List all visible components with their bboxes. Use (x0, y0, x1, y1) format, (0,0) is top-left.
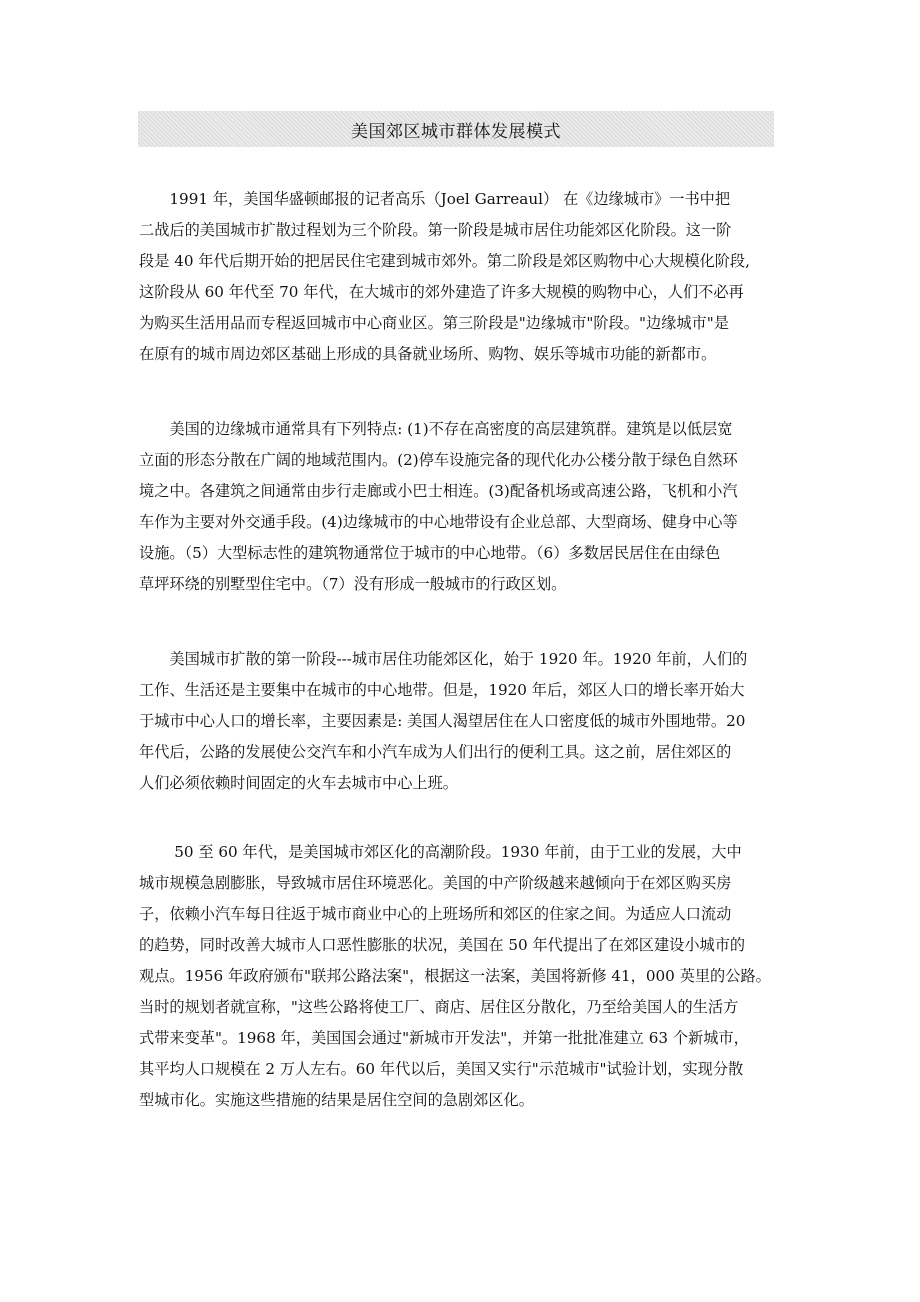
document-title: 美国郊区城市群体发展模式 (351, 121, 561, 142)
text-line: 美国城市扩散的第一阶段---城市居住功能郊区化，始于 1920 年。1920 年前，人们的 (139, 650, 748, 668)
paragraph-2 (139, 414, 775, 600)
text-line: 50 至 60 年代，是美国城市郊区化的高潮阶段。1930 年前，由于工业的发展，大中 (139, 843, 742, 861)
text-line: 子，依赖小汽车每日往返于城市商业中心的上班场所和郊区的住家之间。为适应人口流动 (139, 905, 732, 923)
text-line: 为购买生活用品而专程返回城市中心商业区。第三阶段是"边缘城市"阶段。"边缘城市"是 (139, 314, 729, 332)
paragraph-1 (139, 184, 775, 370)
text-line: 段是 40 年代后期开始的把居民住宅建到城市郊外。第二阶段是郊区购物中心大规模化阶段, (139, 252, 750, 270)
text-line: 车作为主要对外交通手段。(4)边缘城市的中心地带设有企业总部、大型商场、健身中心等 (139, 513, 738, 531)
text-line: 的趋势，同时改善大城市人口恶性膨胀的状况，美国在 50 年代提出了在郊区建设小城市的 (139, 936, 746, 954)
text-line: 在原有的城市周边郊区基础上形成的具备就业场所、购物、娱乐等城市功能的新都市。 (139, 345, 717, 363)
text-line: 境之中。各建筑之间通常由步行走廊或小巴士相连。(3)配备机场或高速公路，飞机和小汽 (139, 482, 738, 500)
text-line: 城市规模急剧膨胀，导致城市居住环境恶化。美国的中产阶级越来越倾向于在郊区购买房 (139, 874, 732, 892)
text-line: 美国的边缘城市通常具有下列特点: (1)不存在高密度的高层建筑群。建筑是以低层宽 (139, 420, 733, 438)
text-line: 二战后的美国城市扩散过程划为三个阶段。第一阶段是城市居住功能郊区化阶段。这一阶 (139, 221, 732, 239)
text-line: 1991 年，美国华盛顿邮报的记者高乐（Joel Garreaul） 在《边缘城市》一书中把 (139, 190, 731, 208)
text-line: 其平均人口规模在 2 万人左右。60 年代以后，美国又实行"示范城市"试验计划，实现分散 (139, 1060, 744, 1078)
text-line: 设施。（5）大型标志性的建筑物通常位于城市的中心地带。（6）多数居民居住在由绿色 (139, 544, 721, 562)
text-line: 于城市中心人口的增长率，主要因素是: 美国人渴望居住在人口密度低的城市外围地带。20 (139, 712, 746, 730)
paragraph-4 (139, 837, 775, 1116)
text-line: 当时的规划者就宣称，"这些公路将使工厂、商店、居住区分散化，乃至给美国人的生活方 (139, 998, 739, 1016)
text-line: 式带来变革"。1968 年，美国国会通过"新城市开发法"，并第一批批准建立 63 个新城市， (139, 1029, 749, 1047)
title-banner (138, 111, 774, 147)
text-line: 观点。1956 年政府颁布"联邦公路法案"，根据这一法案，美国将新修 41，000 英里的公路。 (139, 967, 771, 985)
text-line: 这阶段从 60 年代至 70 年代，在大城市的郊外建造了许多大规模的购物中心，人们不必再 (139, 283, 744, 301)
text-line: 人们必须依赖时间固定的火车去城市中心上班。 (139, 774, 458, 792)
text-line: 工作、生活还是主要集中在城市的中心地带。但是，1920 年后，郊区人口的增长率开始大 (139, 681, 745, 699)
text-line: 型城市化。实施这些措施的结果是居住空间的急剧郊区化。 (139, 1091, 534, 1109)
text-line: 立面的形态分散在广阔的地域范围内。(2)停车设施完备的现代化办公楼分散于绿色自然环 (139, 451, 738, 469)
paragraph-3 (139, 644, 775, 799)
text-line: 草坪环绕的别墅型住宅中。（7）没有形成一般城市的行政区划。 (139, 575, 567, 593)
text-line: 年代后，公路的发展使公交汽车和小汽车成为人们出行的便利工具。这之前，居住郊区的 (139, 743, 732, 761)
